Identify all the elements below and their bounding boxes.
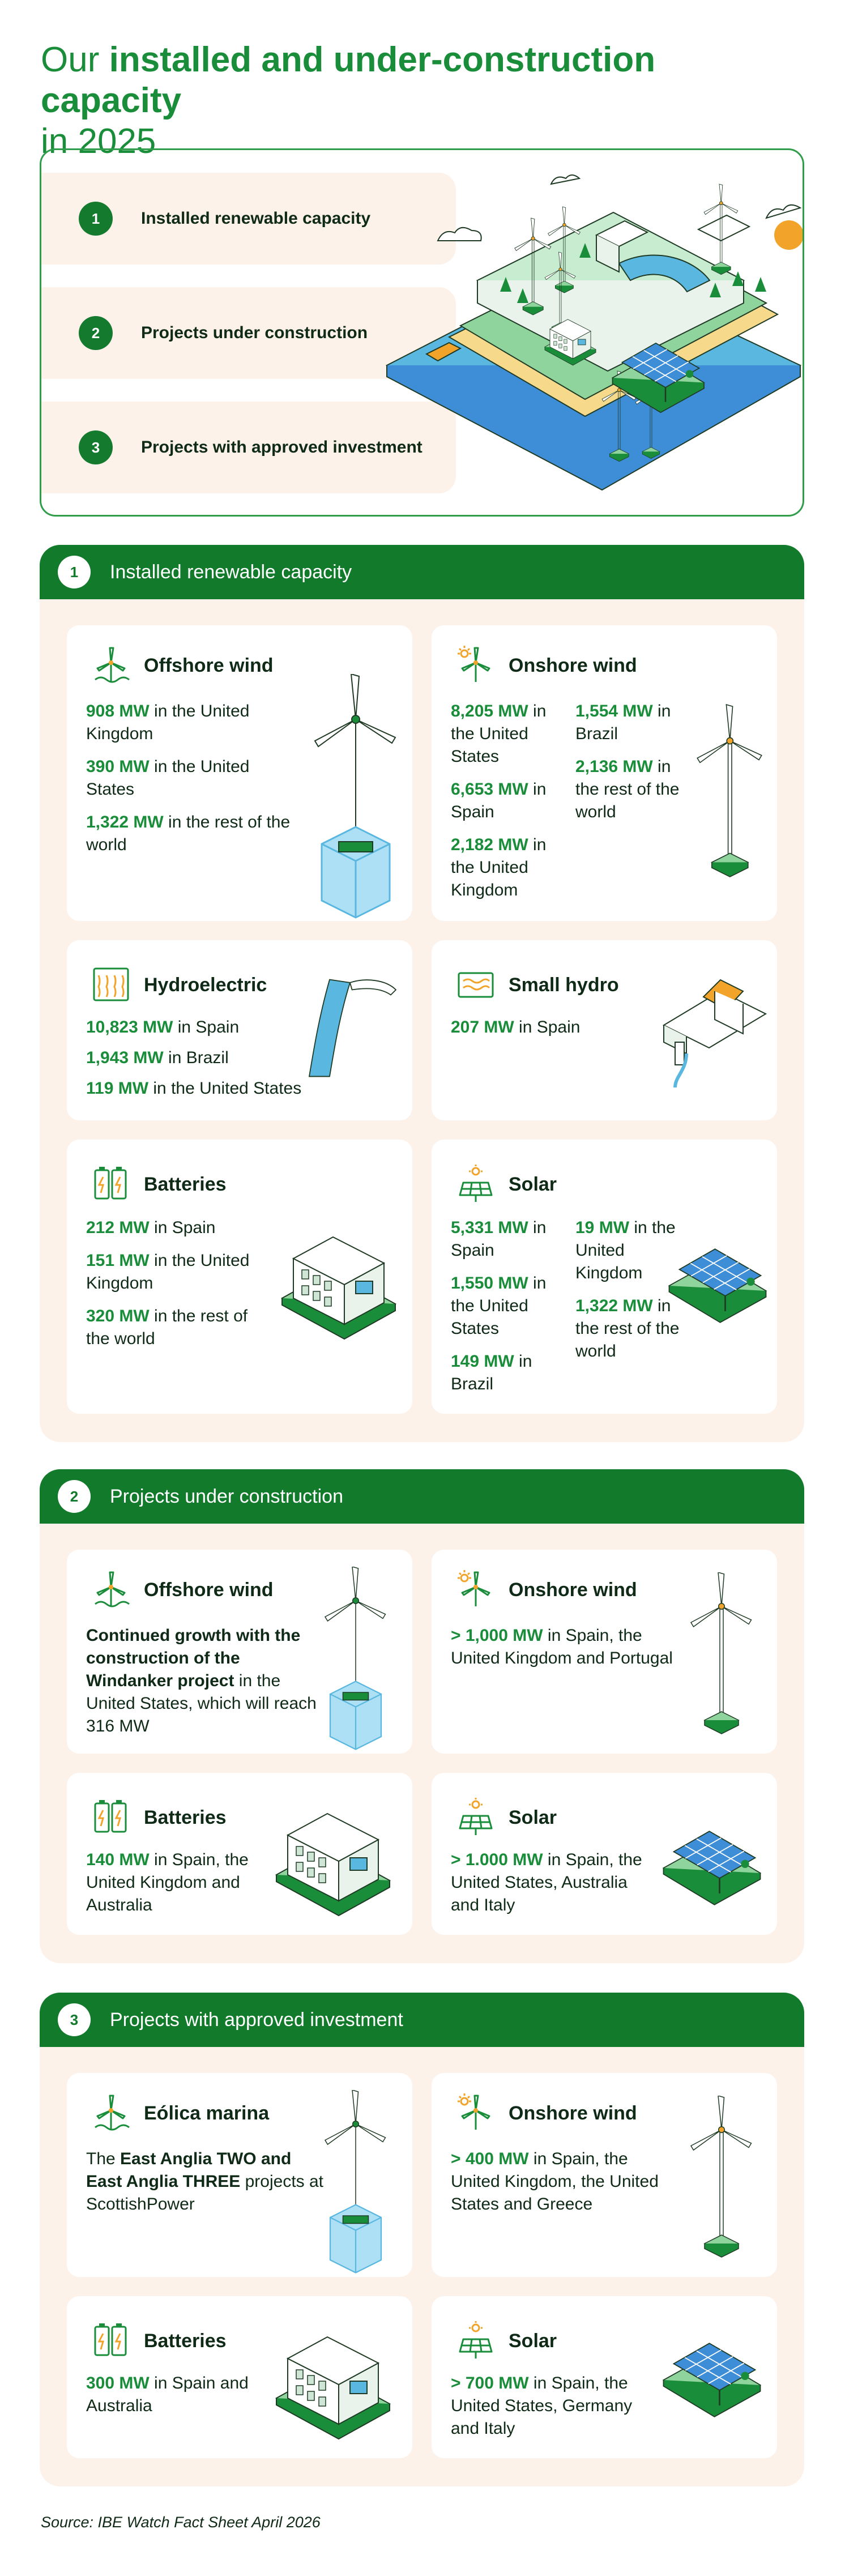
onshore-wind-icon (455, 2092, 496, 2133)
capacity-line: > 1,000 MW in Spain, the United Kingdom and Portugal (451, 1626, 673, 1667)
capacity-line: 140 MW in Spain, the United Kingdom and Australia (86, 1850, 249, 1914)
card-body-col2 (575, 700, 683, 834)
solar-icon (455, 2320, 496, 2361)
section-installed-capacity (40, 545, 804, 1442)
card-title: Eólica marina (144, 2102, 270, 2124)
battery-icon (91, 2320, 131, 2361)
card-body (86, 2148, 324, 2226)
solar-panel-illustration (658, 2319, 766, 2421)
source-note: Source: IBE Watch Fact Sheet April 2026 (41, 2514, 321, 2531)
capacity-line: 1,322 MW in the rest of the world (86, 813, 291, 854)
capacity-line: 1,554 MW in Brazil (575, 702, 671, 743)
card-solar (432, 1773, 777, 1935)
card-solar (432, 2296, 777, 2458)
capacity-line: 320 MW in the rest of the world (86, 1307, 248, 1348)
section-approved-investment (40, 1993, 804, 2487)
onshore-turbine-illustration (686, 699, 777, 892)
capacity-line: 149 MW in Brazil (451, 1352, 532, 1393)
card-title: Small hydro (509, 974, 619, 996)
offshore-turbine-illustration (299, 674, 412, 923)
solar-panel-illustration (664, 1225, 771, 1327)
overview-item-label: Projects with approved investment (141, 438, 422, 457)
capacity-line: 119 MW in the United States (86, 1079, 302, 1098)
capacity-line: 2,182 MW in the United Kingdom (451, 835, 547, 899)
section-title: Projects under construction (110, 1485, 343, 1507)
offshore-turbine-illustration (310, 1567, 401, 1754)
capacity-line: 1,550 MW in the United States (451, 1274, 547, 1338)
card-onshore-wind (432, 625, 777, 921)
card-body-col1 (451, 1217, 564, 1406)
card-body (86, 2372, 256, 2428)
onshore-wind-icon (455, 645, 496, 685)
card-title: Batteries (144, 1174, 227, 1195)
card-onshore-wind (432, 1550, 777, 1754)
card-title: Batteries (144, 2330, 227, 2352)
card-hydroelectric (67, 940, 412, 1120)
capacity-line: 1,322 MW in the rest of the world (575, 1296, 680, 1360)
section-under-construction (40, 1469, 804, 1963)
offshore-wind-icon (91, 1569, 131, 1610)
card-batteries (67, 1140, 412, 1414)
capacity-line: > 1.000 MW in Spain, the United States, Australia and Italy (451, 1850, 642, 1914)
overview-item-label: Projects under construction (141, 323, 368, 342)
onshore-turbine-illustration (681, 1572, 766, 1742)
solar-panel-illustration (658, 1807, 766, 1909)
capacity-line: 390 MW in the United States (86, 757, 250, 799)
card-title: Solar (509, 1174, 557, 1195)
offshore-wind-icon (91, 645, 131, 685)
capacity-line: 151 MW in the United Kingdom (86, 1251, 250, 1293)
solar-icon (455, 1797, 496, 1837)
card-body (451, 1624, 677, 1680)
hydroelectric-icon (91, 964, 131, 1005)
capacity-line: 300 MW in Spain and Australia (86, 2374, 249, 2415)
section-title: Projects with approved investment (110, 2008, 403, 2031)
capacity-line: 5,331 MW in Spain (451, 1218, 547, 1260)
battery-building-illustration (259, 2313, 401, 2443)
battery-icon (91, 1797, 131, 1837)
capacity-line: 212 MW in Spain (86, 1218, 216, 1237)
capacity-line: 2,136 MW in the rest of the world (575, 757, 680, 821)
card-title: Batteries (144, 1807, 227, 1828)
section-header (40, 545, 804, 599)
onshore-turbine-illustration (681, 2096, 766, 2266)
battery-building-illustration (271, 1213, 401, 1344)
capacity-line: 207 MW in Spain (451, 1018, 581, 1037)
overview-item-label: Installed renewable capacity (141, 209, 371, 228)
card-body (86, 700, 301, 867)
card-title: Hydroelectric (144, 974, 267, 996)
capacity-line: 908 MW in the United Kingdom (86, 702, 250, 743)
offshore-wind-icon (91, 2092, 131, 2133)
card-body (451, 2148, 677, 2226)
small-hydro-icon (455, 964, 496, 1005)
offshore-turbine-illustration (310, 2090, 401, 2277)
card-title: Onshore wind (509, 1579, 637, 1601)
card-title: Onshore wind (509, 2102, 637, 2124)
card-title: Solar (509, 2330, 557, 2352)
capacity-line: 1,943 MW in Brazil (86, 1048, 229, 1067)
section-number: 2 (58, 1480, 91, 1513)
card-batteries (67, 1773, 412, 1935)
page-title: Our installed and under-construction capacity in 2025 (41, 40, 656, 161)
dam-illustration (299, 974, 401, 1082)
step-number: 2 (79, 316, 113, 350)
section-number: 3 (58, 2003, 91, 2036)
capacity-line: 10,823 MW in Spain (86, 1018, 240, 1037)
card-small-hydro (432, 940, 777, 1120)
card-onshore-wind (432, 2073, 777, 2277)
capacity-line: The East Anglia TWO and East Anglia THREE projects at ScottishPower (86, 2149, 324, 2214)
section-number: 1 (58, 556, 91, 588)
capacity-line: > 700 MW in Spain, the United States, Germany and Italy (451, 2374, 633, 2438)
card-body (451, 2372, 655, 2450)
card-solar (432, 1140, 777, 1414)
card-body-col1 (451, 700, 564, 912)
onshore-wind-icon (455, 1569, 496, 1610)
battery-building-illustration (259, 1790, 401, 1920)
card-title: Offshore wind (144, 655, 274, 676)
card-title: Onshore wind (509, 655, 637, 676)
section-title: Installed renewable capacity (110, 561, 352, 583)
capacity-line: 19 MW in the United Kingdom (575, 1218, 676, 1282)
step-number: 1 (79, 202, 113, 236)
card-body (86, 1217, 256, 1360)
card-offshore-wind (67, 625, 412, 921)
battery-icon (91, 1163, 131, 1204)
energy-landscape-illustration (347, 150, 804, 517)
capacity-line: > 400 MW in Spain, the United Kingdom, the United States and Greece (451, 2149, 659, 2214)
capacity-line: Continued growth with the construction of the Windanker project in the United States, which will reach 316 MW (86, 1626, 317, 1735)
capacity-line: 6,653 MW in Spain (451, 780, 547, 821)
small-hydro-illustration (652, 957, 771, 1093)
card-body (86, 1624, 324, 1748)
capacity-line: 8,205 MW in the United States (451, 702, 547, 766)
card-body (451, 1016, 643, 1049)
card-batteries (67, 2296, 412, 2458)
solar-icon (455, 1163, 496, 1204)
overview-panel (40, 148, 804, 517)
card-offshore-wind (67, 1550, 412, 1754)
section-header (40, 1469, 804, 1524)
card-offshore-wind (67, 2073, 412, 2277)
card-body (451, 1849, 655, 1927)
card-title: Offshore wind (144, 1579, 274, 1601)
step-number: 3 (79, 430, 113, 464)
card-title: Solar (509, 1807, 557, 1828)
card-body (86, 1849, 256, 1927)
section-header (40, 1993, 804, 2047)
